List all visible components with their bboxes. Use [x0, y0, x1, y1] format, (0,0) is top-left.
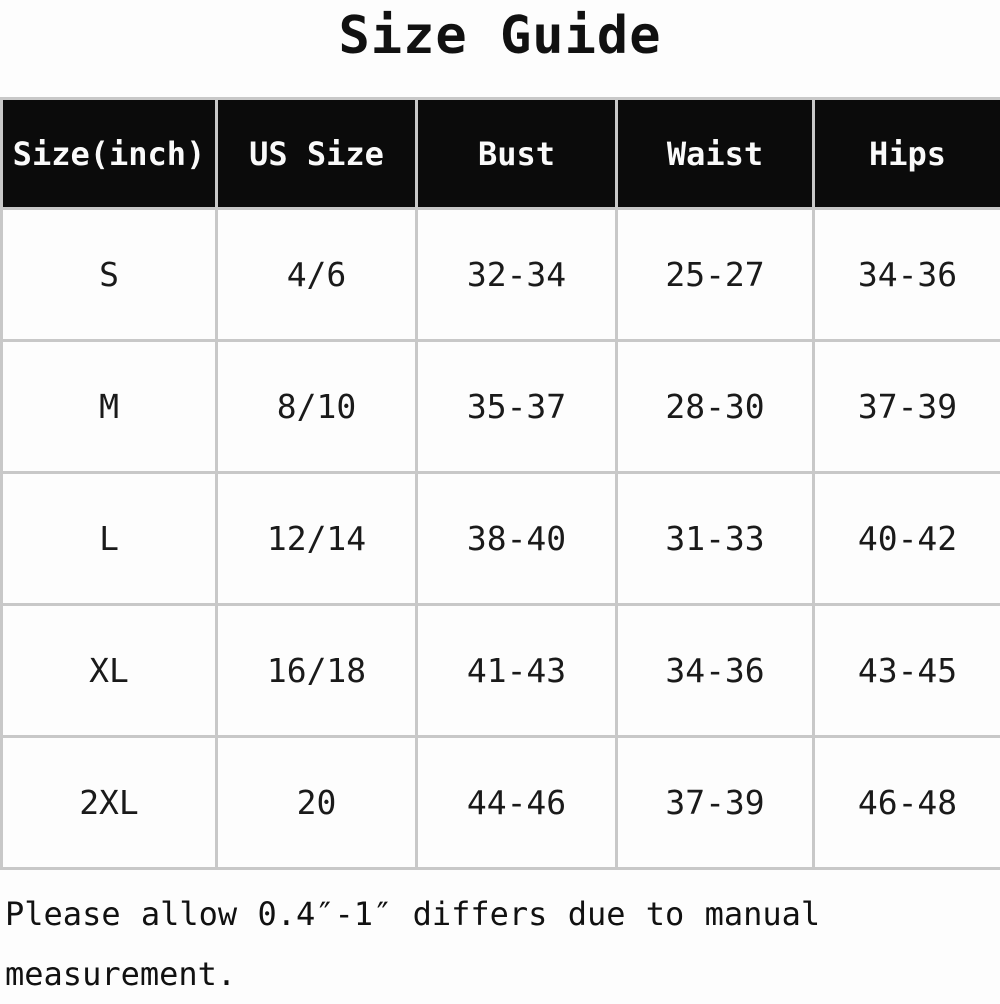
table-row-s — [2, 209, 1000, 341]
waist-cell: 31-33 — [617, 473, 814, 605]
us-size-cell: 4/6 — [217, 209, 417, 341]
waist-cell: 25-27 — [617, 209, 814, 341]
column-header-size-inch: Size(inch) — [2, 99, 217, 209]
hips-cell: 34-36 — [814, 209, 1000, 341]
hips-cell: 40-42 — [814, 473, 1000, 605]
size-cell: M — [2, 341, 217, 473]
us-size-cell: 20 — [217, 737, 417, 869]
size-cell: L — [2, 473, 217, 605]
size-guide-table — [0, 97, 1000, 870]
waist-cell: 37-39 — [617, 737, 814, 869]
table-row-l — [2, 473, 1000, 605]
bust-cell: 41-43 — [417, 605, 617, 737]
hips-cell: 46-48 — [814, 737, 1000, 869]
column-header-us-size: US Size — [217, 99, 417, 209]
size-cell: 2XL — [2, 737, 217, 869]
waist-cell: 28-30 — [617, 341, 814, 473]
bust-cell: 35-37 — [417, 341, 617, 473]
waist-cell: 34-36 — [617, 605, 814, 737]
bust-cell: 44-46 — [417, 737, 617, 869]
us-size-cell: 12/14 — [217, 473, 417, 605]
table-row-m — [2, 341, 1000, 473]
bust-cell: 38-40 — [417, 473, 617, 605]
us-size-cell: 8/10 — [217, 341, 417, 473]
column-header-bust: Bust — [417, 99, 617, 209]
size-cell: XL — [2, 605, 217, 737]
column-header-waist: Waist — [617, 99, 814, 209]
size-cell: S — [2, 209, 217, 341]
page-title: Size Guide — [0, 6, 1000, 66]
bust-cell: 32-34 — [417, 209, 617, 341]
table-row-2xl — [2, 737, 1000, 869]
measurement-note: Please allow 0.4″-1″ differs due to manual measurement. — [5, 884, 845, 1004]
hips-cell: 43-45 — [814, 605, 1000, 737]
us-size-cell: 16/18 — [217, 605, 417, 737]
header-row — [2, 99, 1000, 209]
column-header-hips: Hips — [814, 99, 1000, 209]
table-row-xl — [2, 605, 1000, 737]
hips-cell: 37-39 — [814, 341, 1000, 473]
